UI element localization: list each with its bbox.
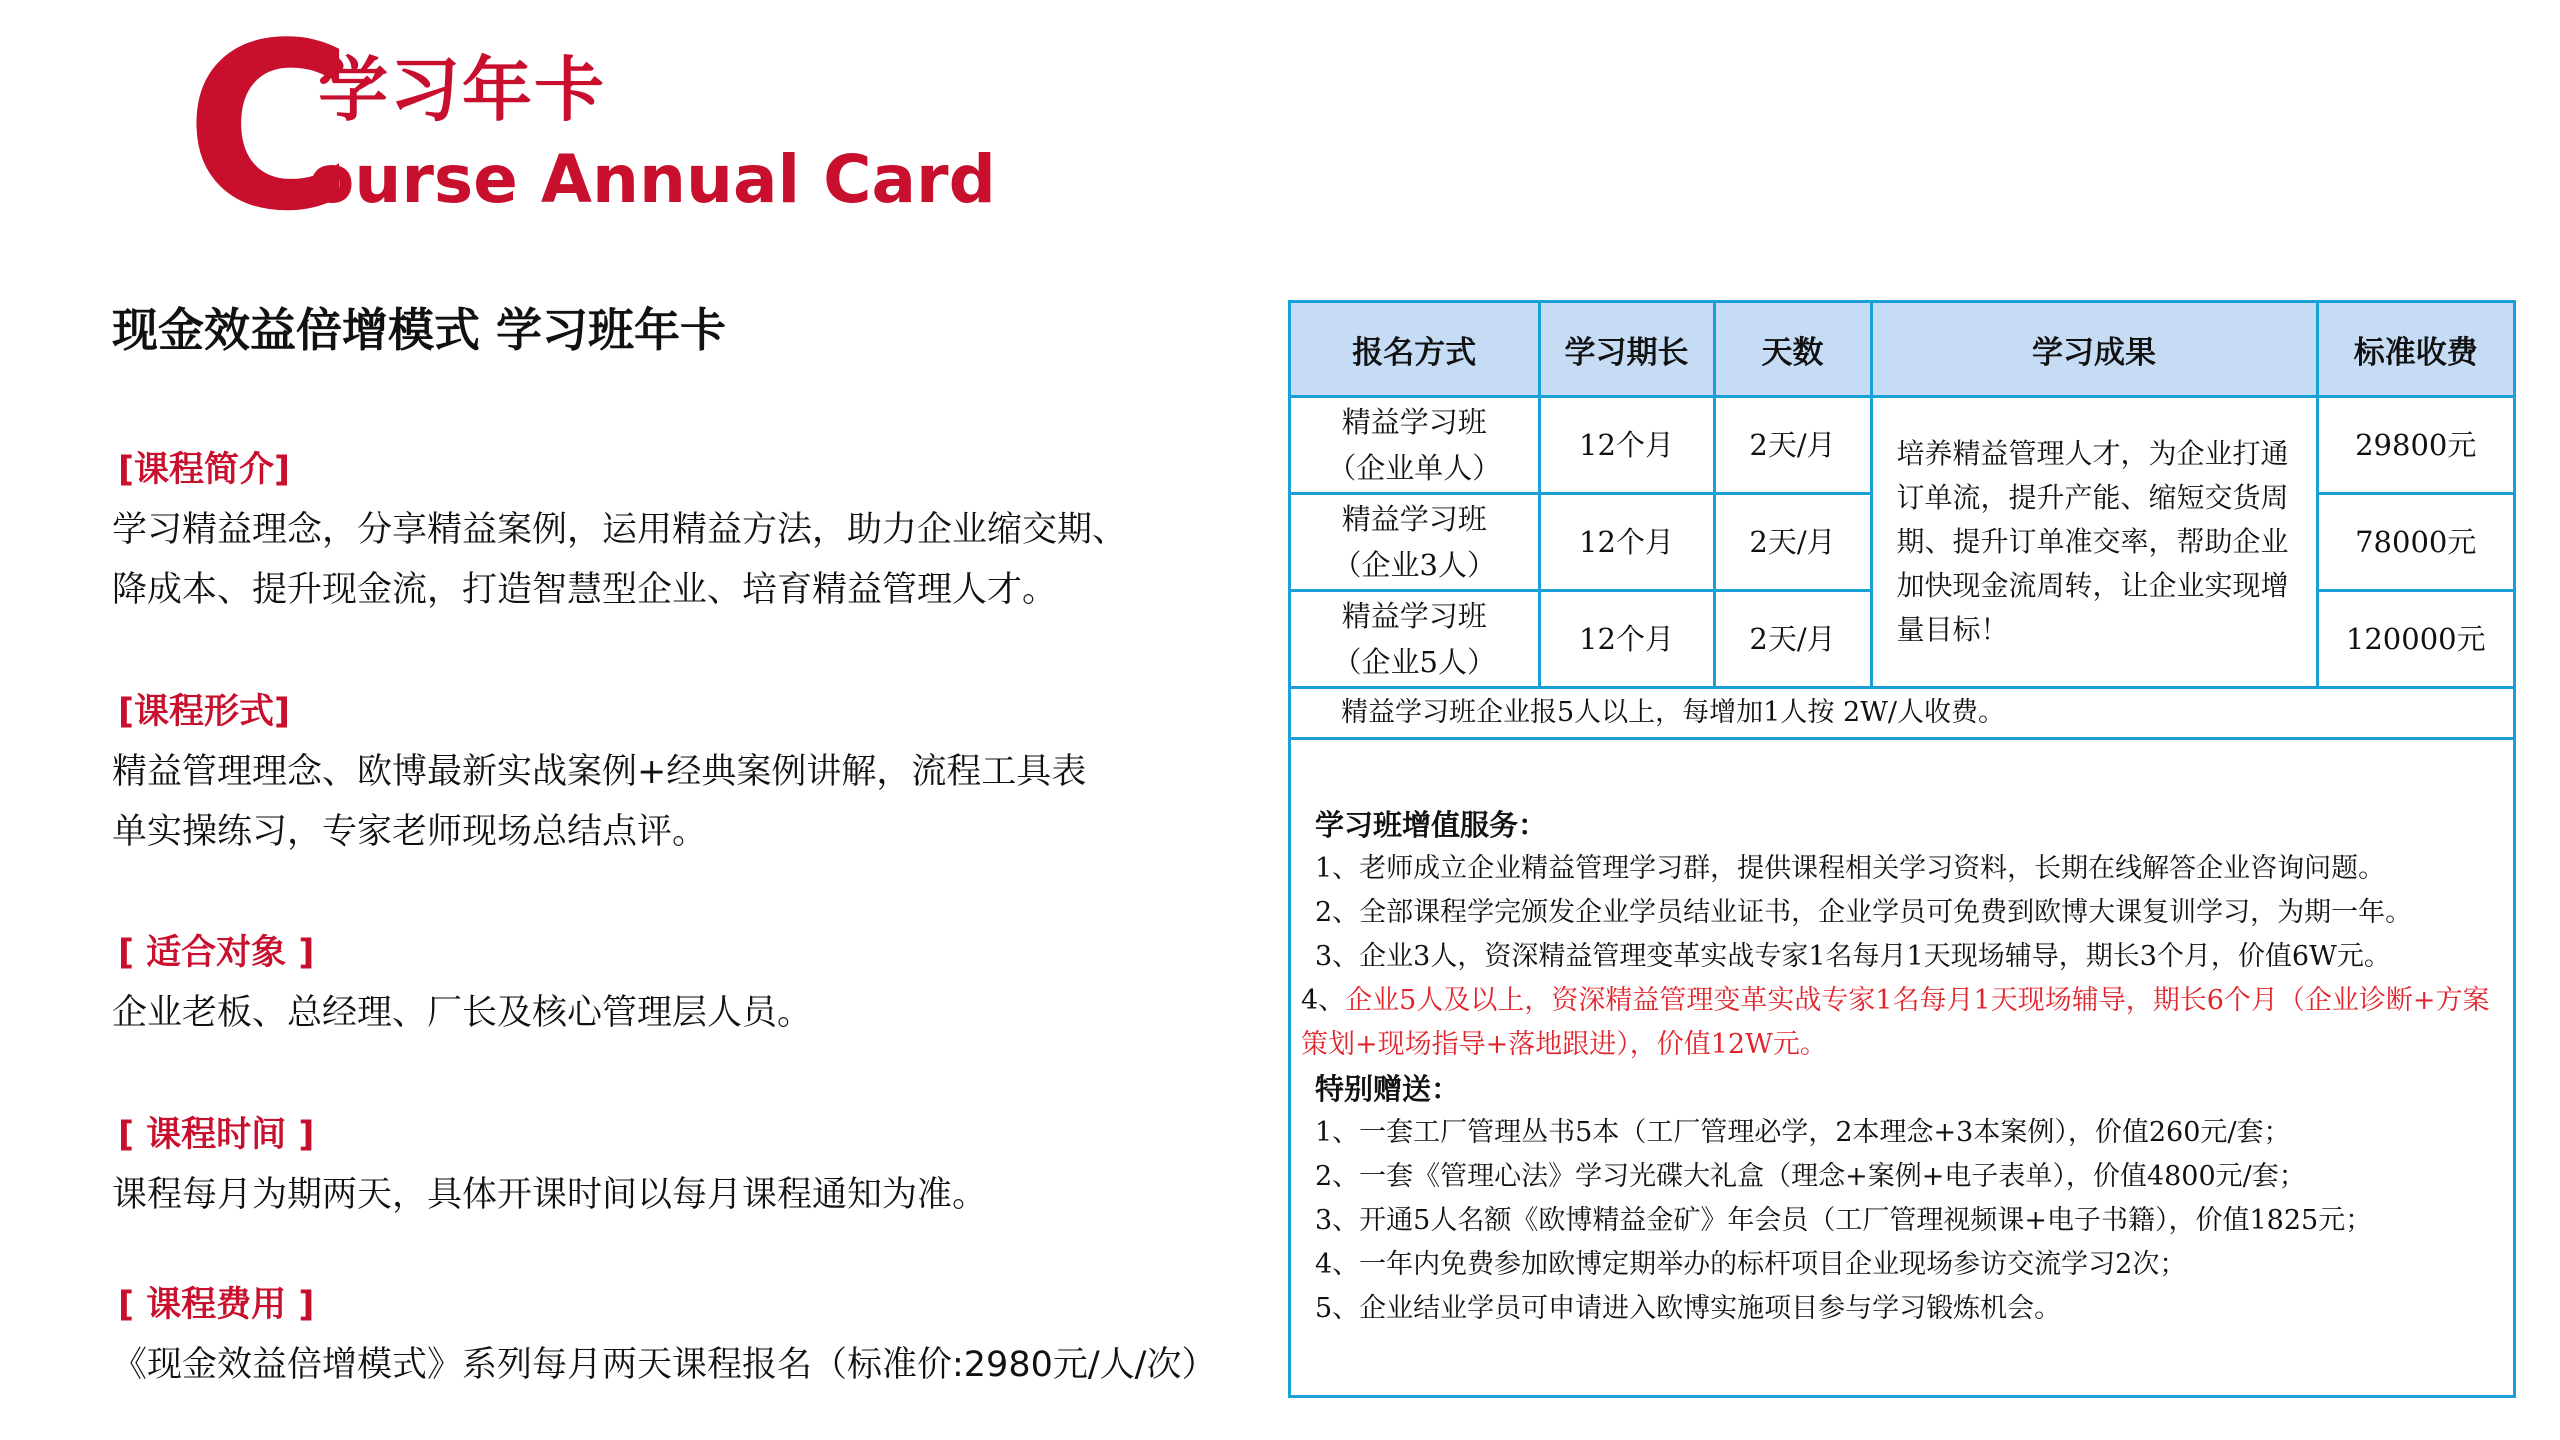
table-note-row <box>1291 688 2513 739</box>
enroll-subname: （企业3人） <box>1332 548 1496 582</box>
pricing-table <box>1291 303 2513 740</box>
section-head-time: [ 课程时间 ] <box>118 1115 315 1155</box>
header-enroll-method: 报名方式 <box>1291 303 1539 397</box>
section-body-intro: 学习精益理念，分享精益案例，运用精益方法，助力企业缩交期、 降成本、提升现金流，打造智慧型企业、培育精益管理人才。 <box>112 510 1128 610</box>
cell-days: 2天/月 <box>1714 397 1871 494</box>
cell-fee: 120000元 <box>2317 591 2513 688</box>
service-item: 1、老师成立企业精益管理学习群，提供课程相关学习资料，长期在线解答企业咨询问题。 <box>1315 853 2386 884</box>
value-added-services <box>1301 803 2510 1331</box>
section-body-time: 课程每月为期两天，具体开课时间以每月课程通知为准。 <box>112 1175 988 1215</box>
enroll-name: 精益学习班 <box>1341 405 1487 439</box>
header-days: 天数 <box>1714 303 1871 397</box>
section-head-format: [课程形式] <box>118 692 290 732</box>
cell-period: 12个月 <box>1539 397 1714 494</box>
cell-days: 2天/月 <box>1714 494 1871 591</box>
cell-period: 12个月 <box>1539 494 1714 591</box>
enroll-subname: （企业单人） <box>1327 451 1502 485</box>
service-item-number: 4、 <box>1301 985 1346 1016</box>
cell-days: 2天/月 <box>1714 591 1871 688</box>
enroll-name: 精益学习班 <box>1341 502 1487 536</box>
service-item: 2、全部课程学完颁发企业学员结业证书，企业学员可免费到欧博大课复训学习，为期一年。 <box>1315 897 2413 928</box>
section-body-format: 精益管理理念、欧博最新实战案例+经典案例讲解，流程工具表 单实操练习，专家老师现场总结点评。 <box>112 752 1087 852</box>
service-item: 3、企业3人，资深精益管理变革实战专家1名每月1天现场辅导，期长3个月，价值6W元。 <box>1315 941 2391 972</box>
gift-item: 2、一套《管理心法》学习光碟大礼盒（理念+案例+电子表单），价值4800元/套； <box>1315 1161 2306 1192</box>
section-head-intro: [课程简介] <box>118 450 290 490</box>
gift-item: 3、开通5人名额《欧博精益金矿》年会员（工厂管理视频课+电子书籍），价值1825元； <box>1315 1205 2373 1236</box>
logo-cn-title: 学习年卡 <box>318 49 606 131</box>
service-item-highlight <box>1301 979 2510 1067</box>
pricing-box <box>1288 300 2516 1398</box>
table-header-row <box>1291 303 2513 397</box>
section-body-fee: 《现金效益倍增模式》系列每月两天课程报名（标准价:2980元/人/次） <box>112 1345 1217 1385</box>
section-body-audience: 企业老板、总经理、厂长及核心管理层人员。 <box>112 993 813 1033</box>
cell-result: 培养精益管理人才，为企业打通订单流，提升产能、缩短交货周期、提升订单准交率，帮助企业加快现金流周转，让企业实现增量目标！ <box>1871 397 2317 688</box>
enroll-name: 精益学习班 <box>1341 599 1487 633</box>
cell-enroll-method <box>1291 494 1539 591</box>
section-head-audience: [ 适合对象 ] <box>118 933 315 973</box>
logo-letter-c: C <box>185 0 354 262</box>
course-annual-card-logo <box>185 0 1085 262</box>
page-title: 现金效益倍增模式 学习班年卡 <box>112 303 727 357</box>
table-row <box>1291 397 2513 494</box>
gifts-heading: 特别赠送： <box>1315 1072 1461 1106</box>
gift-item: 1、一套工厂管理丛书5本（工厂管理必学，2本理念+3本案例），价值260元/套； <box>1315 1117 2291 1148</box>
section-head-fee: [ 课程费用 ] <box>118 1285 315 1325</box>
gift-item: 5、企业结业学员可申请进入欧博实施项目参与学习锻炼机会。 <box>1315 1293 2062 1324</box>
cell-fee: 29800元 <box>2317 397 2513 494</box>
cell-fee: 78000元 <box>2317 494 2513 591</box>
cell-period: 12个月 <box>1539 591 1714 688</box>
gift-item: 4、一年内免费参加欧博定期举办的标杆项目企业现场参访交流学习2次； <box>1315 1249 2187 1280</box>
header-period: 学习期长 <box>1539 303 1714 397</box>
cell-enroll-method <box>1291 591 1539 688</box>
logo-en-title: ourse Annual Card <box>309 141 996 218</box>
header-result: 学习成果 <box>1871 303 2317 397</box>
enroll-subname: （企业5人） <box>1332 645 1496 679</box>
cell-enroll-method <box>1291 397 1539 494</box>
services-heading: 学习班增值服务： <box>1315 808 1548 842</box>
service-item-red-text: 企业5人及以上，资深精益管理变革实战专家1名每月1天现场辅导，期长6个月（企业诊断+方案策划+现场指导+落地跟进），价值12W元。 <box>1301 985 2490 1060</box>
table-note: 精益学习班企业报5人以上，每增加1人按 2W/人收费。 <box>1291 688 2513 739</box>
header-fee: 标准收费 <box>2317 303 2513 397</box>
